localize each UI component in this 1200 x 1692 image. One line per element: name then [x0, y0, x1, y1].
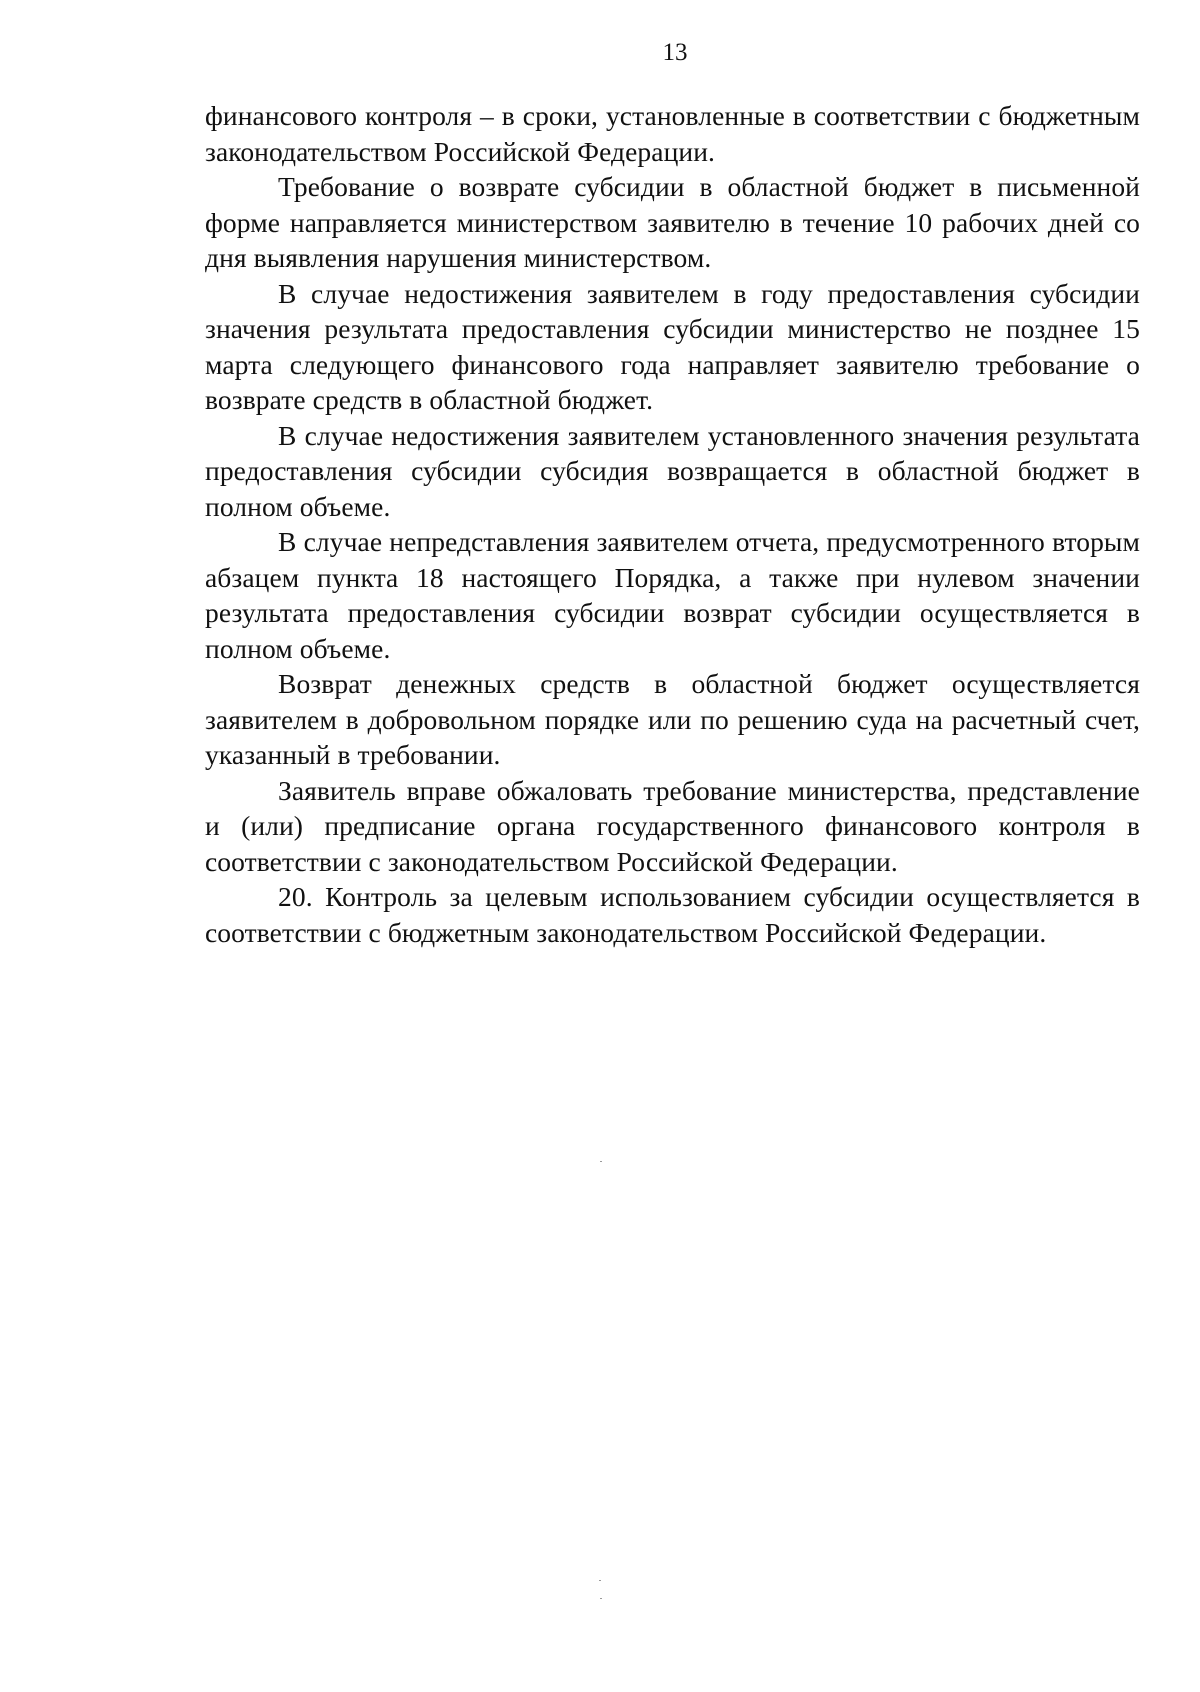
- paragraph-continuation: финансового контроля – в сроки, установленные в соответствии с бюджетным законодательством Российской Федерации.: [205, 100, 1140, 167]
- scan-speck: [600, 1161, 602, 1162]
- paragraph-full-refund: В случае недостижения заявителем установленного значения результата предоставления субсидии субсидия возвращается в областной бюджет в полном объеме.: [205, 419, 1140, 522]
- paragraph-point-20: 20. Контроль за целевым использованием субсидии осуществляется в соответствии с бюджетным законодательством Российской Федерации.: [205, 881, 1140, 948]
- paragraph-result-not-achieved: В случае недостижения заявителем в году предоставления субсидии значения результата предоставления субсидии министерство не позднее 15 марта следующего финансового года направляет заявителю требование о возврате средств в областной бюджет.: [205, 277, 1140, 415]
- document-body: [205, 98, 1140, 950]
- scan-speck: [599, 1580, 601, 1581]
- paragraph-refund-demand: Требование о возврате субсидии в областной бюджет в письменной форме направляется министерством заявителю в течение 10 рабочих дней со дня выявления нарушения министерством.: [205, 171, 1140, 273]
- paragraph-no-report: В случае непредставления заявителем отчета, предусмотренного вторым абзацем пункта 18 настоящего Порядка, а также при нулевом значении результата предоставления субсидии возврат субсидии осуществляется в полном объеме.: [205, 526, 1140, 664]
- paragraph-appeal-right: Заявитель вправе обжаловать требование министерства, представление и (или) предписание органа государственного финансового контроля в соответствии с законодательством Российской Федерации.: [205, 774, 1140, 877]
- page-number: 13: [662, 39, 688, 66]
- paragraph-refund-procedure: Возврат денежных средств в областной бюджет осуществляется заявителем в добровольном порядке или по решению суда на расчетный счет, указанный в требовании.: [205, 668, 1140, 770]
- scan-speck: [600, 1598, 602, 1599]
